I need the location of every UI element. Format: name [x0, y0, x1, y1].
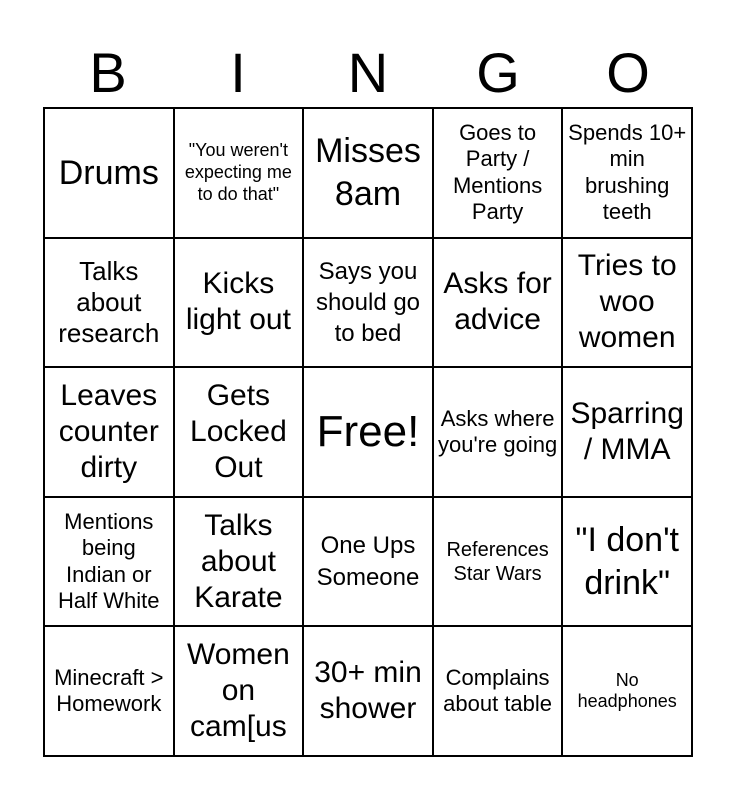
header-letter-b: B	[89, 41, 127, 104]
bingo-cell[interactable]: Gets Locked Out	[174, 367, 304, 497]
header-letter-n: N	[347, 41, 389, 104]
bingo-cell[interactable]: Leaves counter dirty	[44, 367, 174, 497]
bingo-cell[interactable]: Drums	[44, 108, 174, 238]
bingo-cell[interactable]: Talks about Karate	[174, 497, 304, 627]
bingo-cell[interactable]: 30+ min shower	[303, 626, 433, 756]
bingo-cell[interactable]: Talks about research	[44, 238, 174, 368]
bingo-cell[interactable]: Misses 8am	[303, 108, 433, 238]
bingo-cell[interactable]: Kicks light out	[174, 238, 304, 368]
bingo-cell[interactable]: "You weren't expecting me to do that"	[174, 108, 304, 238]
bingo-cell[interactable]: Asks for advice	[433, 238, 563, 368]
bingo-cell[interactable]: Minecraft > Homework	[44, 626, 174, 756]
bingo-cell[interactable]: Tries to woo women	[562, 238, 692, 368]
bingo-cell[interactable]: Mentions being Indian or Half White	[44, 497, 174, 627]
bingo-header	[43, 40, 693, 106]
header-letter-i: I	[230, 41, 246, 104]
free-space-cell[interactable]: Free!	[303, 367, 433, 497]
bingo-cell[interactable]: Says you should go to bed	[303, 238, 433, 368]
bingo-cell[interactable]: One Ups Someone	[303, 497, 433, 627]
bingo-cell[interactable]: Spends 10+ min brushing teeth	[562, 108, 692, 238]
bingo-grid	[43, 107, 693, 757]
bingo-cell[interactable]: Sparring / MMA	[562, 367, 692, 497]
bingo-cell[interactable]: "I don't drink"	[562, 497, 692, 627]
header-letter-o: O	[606, 41, 650, 104]
bingo-cell[interactable]: Asks where you're going	[433, 367, 563, 497]
bingo-cell[interactable]: No headphones	[562, 626, 692, 756]
bingo-cell[interactable]: Goes to Party / Mentions Party	[433, 108, 563, 238]
bingo-cell[interactable]: References Star Wars	[433, 497, 563, 627]
bingo-cell[interactable]: Complains about table	[433, 626, 563, 756]
header-letter-g: G	[476, 41, 520, 104]
bingo-cell[interactable]: Women on cam[us	[174, 626, 304, 756]
